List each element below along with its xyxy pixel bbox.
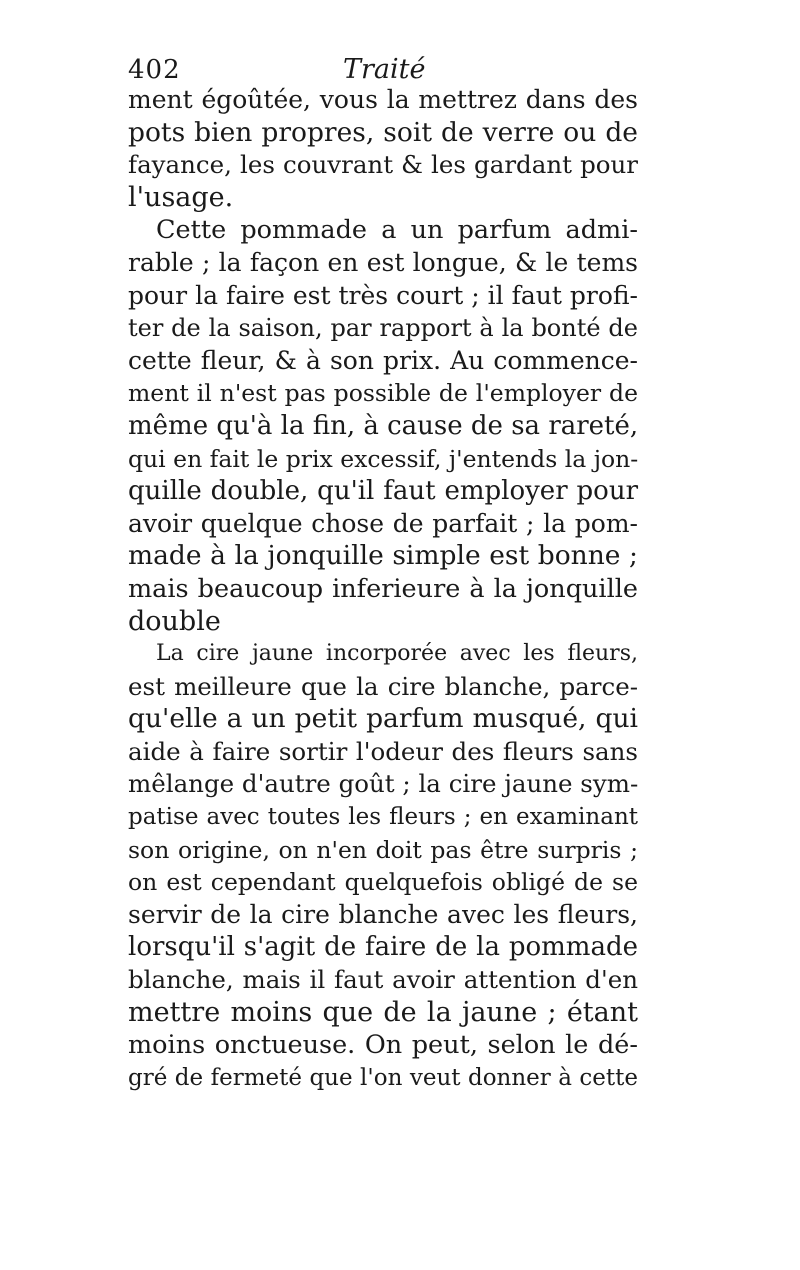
running-title: Traité — [343, 54, 426, 85]
text-line: l'usage. — [128, 181, 234, 213]
text-line: on est cependant quelquefois obligé de se — [128, 868, 638, 897]
text-line: cette fleur, & à son prix. Au commence- — [128, 345, 638, 375]
text-line: quille double, qu'il faut employer pour — [128, 476, 638, 507]
text-line: La cire jaune incorporée avec les fleurs, — [156, 641, 638, 667]
text-line: pots bien propres, soit de verre ou de — [128, 116, 638, 148]
text-line: lorsqu'il s'agit de faire de la pommade — [128, 932, 638, 963]
text-line: servir de la cire blanche avec les fleurs, — [128, 899, 638, 929]
text-line: ment il n'est pas possible de l'employer de — [128, 379, 638, 408]
text-line: aide à faire sortir l'odeur des fleurs sans — [128, 736, 638, 766]
text-line: avoir quelque chose de parfait ; la pom- — [128, 508, 638, 538]
text-line: moins onctueuse. On peut, selon le dé- — [128, 1030, 638, 1061]
text-line: blanche, mais il faut avoir attention d'en — [128, 965, 638, 995]
text-line: ment égoûtée, vous la mettrez dans des — [128, 85, 638, 114]
text-line: gré de fermeté que l'on veut donner à cette — [128, 1064, 638, 1091]
text-line: double — [128, 605, 221, 637]
text-line: Cette pommade a un parfum admi- — [156, 215, 638, 246]
body-text — [128, 84, 638, 1094]
text-line: qu'elle a un petit parfum musqué, qui — [128, 703, 638, 735]
page-number: 402 — [128, 55, 181, 85]
text-line: fayance, les couvrant & les gardant pour — [128, 150, 638, 180]
text-line: son origine, on n'en doit pas être surpris ; — [128, 835, 638, 864]
text-line: mêlange d'autre goût ; la cire jaune sym- — [128, 769, 639, 799]
text-line: ter de la saison, par rapport à la bonté de — [128, 314, 638, 343]
text-line: qui en fait le prix excessif, j'entends la jon- — [128, 444, 639, 473]
text-line: rable ; la façon en est longue, & le tems — [128, 247, 638, 277]
text-line: patise avec toutes les fleurs ; en examinant — [128, 804, 638, 831]
text-line: made à la jonquille simple est bonne ; — [128, 540, 638, 572]
text-line: mettre moins que de la jaune ; étant — [128, 996, 638, 1028]
page-header — [128, 52, 648, 88]
text-line: pour la faire est très court ; il faut profi- — [128, 280, 638, 310]
text-line: mais beaucoup inferieure à la jonquille — [128, 573, 638, 604]
text-line: est meilleure que la cire blanche, parce- — [128, 671, 638, 701]
text-line: même qu'à la fin, à cause de sa rareté, — [128, 410, 639, 441]
